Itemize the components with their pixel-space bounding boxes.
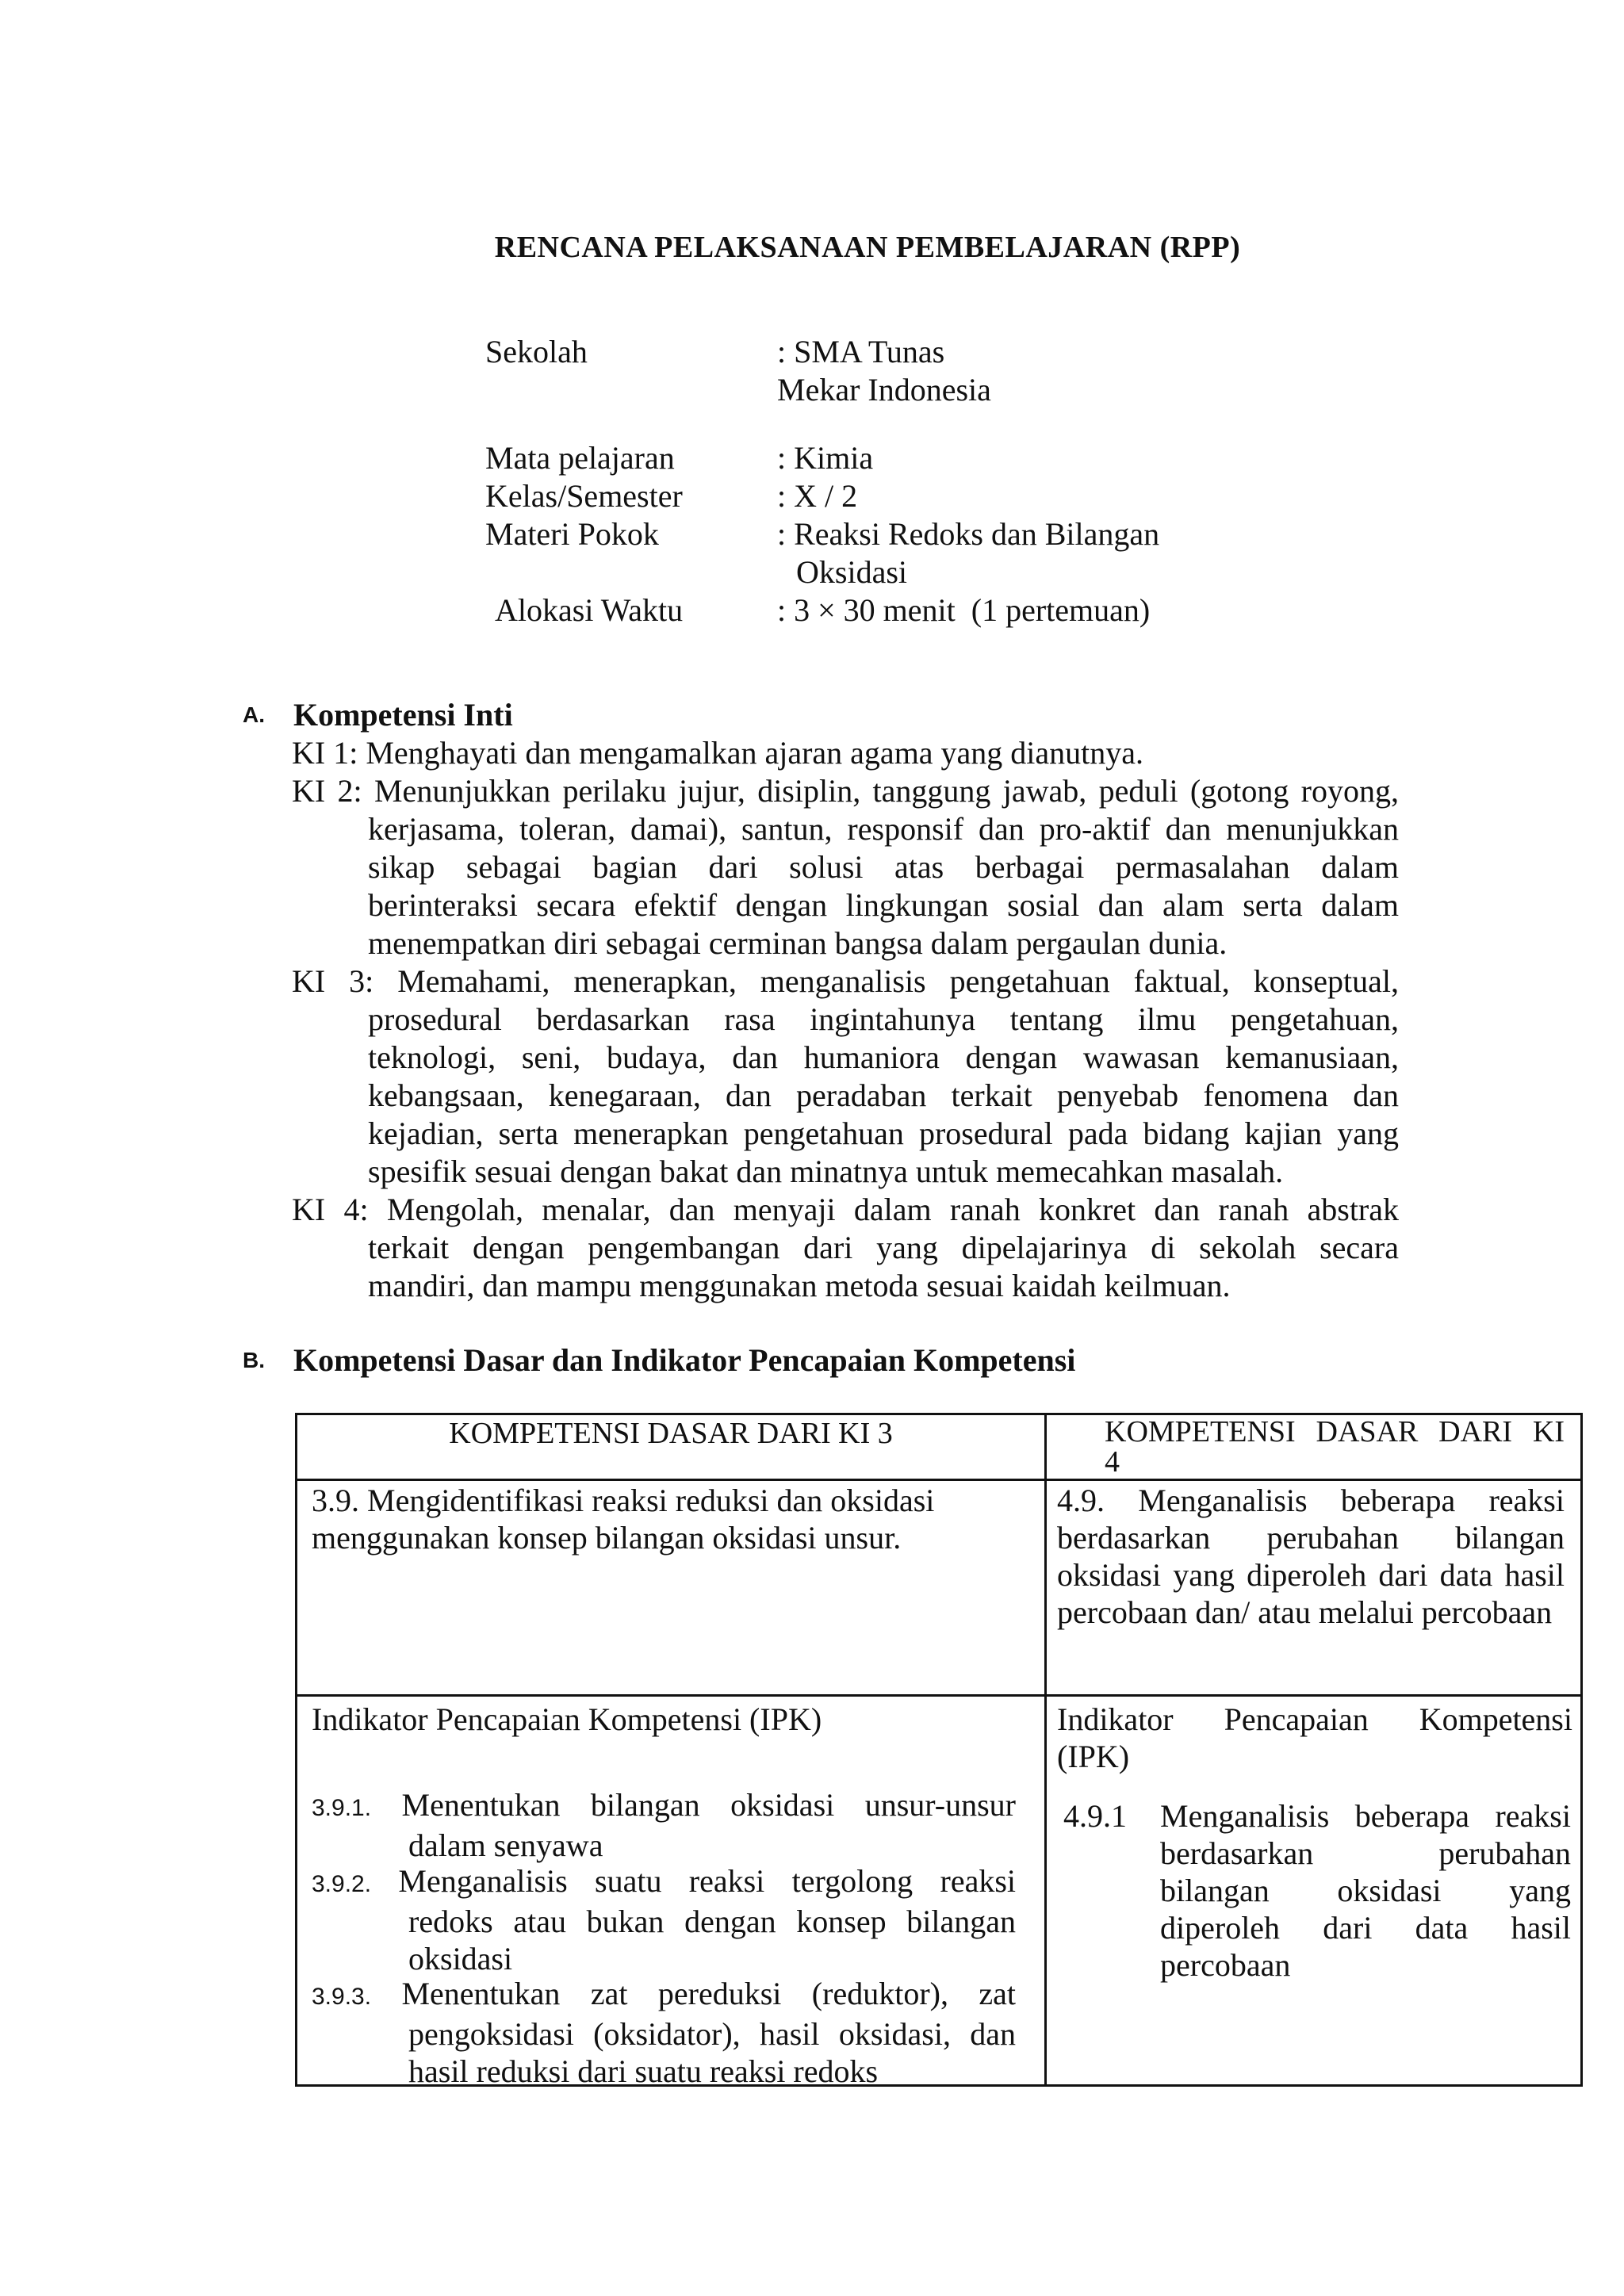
ipk-right-number: 4.9.1: [1063, 1798, 1127, 1834]
ipk-number: 3.9.3.: [312, 1984, 372, 2010]
ipk-line: dalam senyawa: [408, 1827, 603, 1863]
ki-3-line: prosedural berdasarkan rasa ingintahunya tentang ilmu pengetahuan,: [368, 1001, 1399, 1037]
identity-label-topic: Materi Pokok: [485, 516, 659, 552]
ipk-right-title-line: (IPK): [1057, 1739, 1130, 1774]
ipk-item-3-9-1: [312, 1786, 1016, 1864]
ipk-item-3-9-3: [312, 1975, 1016, 2090]
ipk-right-title-line: Indikator Pencapaian Kompetensi: [1057, 1701, 1572, 1737]
ipk-line: redoks atau bukan dengan konsep bilangan: [408, 1904, 1016, 1939]
identity-value-subject: : Kimia: [777, 440, 874, 476]
ipk-right-text: [1160, 1797, 1571, 1984]
ki-1: [292, 734, 1399, 772]
section-b-letter: B.: [243, 1348, 265, 1372]
ki-4-first-line: KI 4: Mengolah, menalar, dan menyaji dalam ranah konkret dan ranah abstrak: [292, 1192, 1399, 1227]
identity-value-time: : 3 × 30 menit (1 pertemuan): [777, 592, 1151, 628]
kd3-line: menggunakan konsep bilangan oksidasi unsur.: [312, 1520, 902, 1556]
ki-4-line: mandiri, dan mampu menggunakan metoda sesuai kaidah keilmuan.: [368, 1268, 1231, 1303]
table-header-kd4: [1057, 1417, 1565, 1477]
table-header-kd4-line1: KOMPETENSI DASAR DARI KI: [1105, 1415, 1565, 1448]
identity-label-subject: Mata pelajaran: [485, 440, 675, 476]
identity-value-school-cont: Mekar Indonesia: [777, 372, 991, 408]
ipk-right-title: [1057, 1701, 1572, 1775]
ki-1-text: KI 1: Menghayati dan mengamalkan ajaran agama yang dianutnya.: [292, 735, 1144, 771]
kd4-line: 4.9. Menganalisis beberapa reaksi: [1057, 1483, 1565, 1518]
ipk-line: hasil reduksi dari suatu reaksi redoks: [408, 2053, 879, 2089]
table-divider-ipk: [297, 1694, 1580, 1697]
ipk-item-3-9-2: [312, 1862, 1016, 1977]
ipk-right-line: berdasarkan perubahan: [1160, 1835, 1571, 1871]
ipk-right-line: percobaan: [1160, 1947, 1291, 1983]
identity-value-school: : SMA Tunas: [777, 334, 945, 369]
ki-3-line: spesifik sesuai dengan bakat dan minatnya untuk memecahkan masalah.: [368, 1154, 1284, 1189]
ki-2-line: kerjasama, toleran, damai), santun, responsif dan pro-aktif dan menunjukkan: [368, 811, 1399, 847]
ki-3-line: kejadian, serta menerapkan pengetahuan prosedural pada bidang kajian yang: [368, 1115, 1399, 1151]
ipk-right-line: Menganalisis beberapa reaksi: [1160, 1798, 1571, 1834]
identity-value-topic: : Reaksi Redoks dan Bilangan: [777, 516, 1160, 552]
ipk-first-line: Menentukan bilangan oksidasi unsur-unsur: [401, 1787, 1016, 1823]
ipk-number: 3.9.1.: [312, 1795, 372, 1821]
table-divider-vertical: [1044, 1415, 1047, 2084]
identity-label-school: Sekolah: [485, 334, 588, 369]
identity-label-class: Kelas/Semester: [485, 478, 683, 514]
competency-table: [295, 1413, 1583, 2087]
identity-value-topic-cont: Oksidasi: [796, 554, 907, 590]
ipk-line: pengoksidasi (oksidator), hasil oksidasi, dan: [408, 2016, 1016, 2052]
ipk-left-title: Indikator Pencapaian Kompetensi (IPK): [312, 1701, 822, 1737]
ki-2-line: menempatkan diri sebagai cerminan bangsa dalam pergaulan dunia.: [368, 925, 1228, 961]
kd4-line: oksidasi yang diperoleh dari data hasil: [1057, 1557, 1565, 1593]
ki-3: [292, 962, 1399, 1191]
ki-3-first-line: KI 3: Memahami, menerapkan, menganalisis pengetahuan faktual, konseptual,: [292, 963, 1399, 999]
ki-2-line: berinteraksi secara efektif dengan lingkungan sosial dan alam serta dalam: [368, 887, 1399, 923]
ki-2-first-line: KI 2: Menunjukkan perilaku jujur, disiplin, tanggung jawab, peduli (gotong royong,: [292, 773, 1399, 809]
kd3-line: 3.9. Mengidentifikasi reaksi reduksi dan oksidasi: [312, 1483, 935, 1518]
kd3-text: [312, 1482, 1009, 1556]
table-header-kd4-line2: 4: [1105, 1445, 1120, 1479]
ipk-line: oksidasi: [408, 1941, 513, 1976]
kd4-line: percobaan dan/ atau melalui percobaan: [1057, 1594, 1553, 1630]
ipk-number: 3.9.2.: [312, 1871, 372, 1897]
ki-4-line: terkait dengan pengembangan dari yang dipelajarinya di sekolah secara: [368, 1230, 1399, 1265]
ipk-first-line: Menganalisis suatu reaksi tergolong reaksi: [398, 1863, 1017, 1899]
section-b-title: Kompetensi Dasar dan Indikator Pencapaian Kompetensi: [293, 1342, 1076, 1378]
section-a-letter: A.: [243, 702, 265, 727]
ki-2-line: sikap sebagai bagian dari solusi atas berbagai permasalahan dalam: [368, 849, 1399, 885]
document-title: RENCANA PELAKSANAAN PEMBELAJARAN (RPP): [494, 231, 1241, 264]
identity-value-class: : X / 2: [777, 478, 858, 514]
section-a-title: Kompetensi Inti: [293, 697, 513, 733]
ipk-first-line: Menentukan zat pereduksi (reduktor), zat: [401, 1976, 1016, 2011]
table-header-kd3: KOMPETENSI DASAR DARI KI 3: [449, 1417, 893, 1450]
identity-label-time: Alokasi Waktu: [495, 592, 684, 628]
ipk-right-line: bilangan oksidasi yang: [1160, 1873, 1571, 1908]
kd4-line: berdasarkan perubahan bilangan: [1057, 1520, 1565, 1556]
ki-4: [292, 1191, 1399, 1305]
ki-2: [292, 772, 1399, 962]
table-divider-header: [297, 1479, 1580, 1481]
ki-3-line: kebangsaan, kenegaraan, dan peradaban terkait penyebab fenomena dan: [368, 1077, 1399, 1113]
ki-3-line: teknologi, seni, budaya, dan humaniora dengan wawasan kemanusiaan,: [368, 1039, 1399, 1075]
kd4-text: [1057, 1482, 1565, 1631]
ipk-right-line: diperoleh dari data hasil: [1160, 1910, 1571, 1946]
